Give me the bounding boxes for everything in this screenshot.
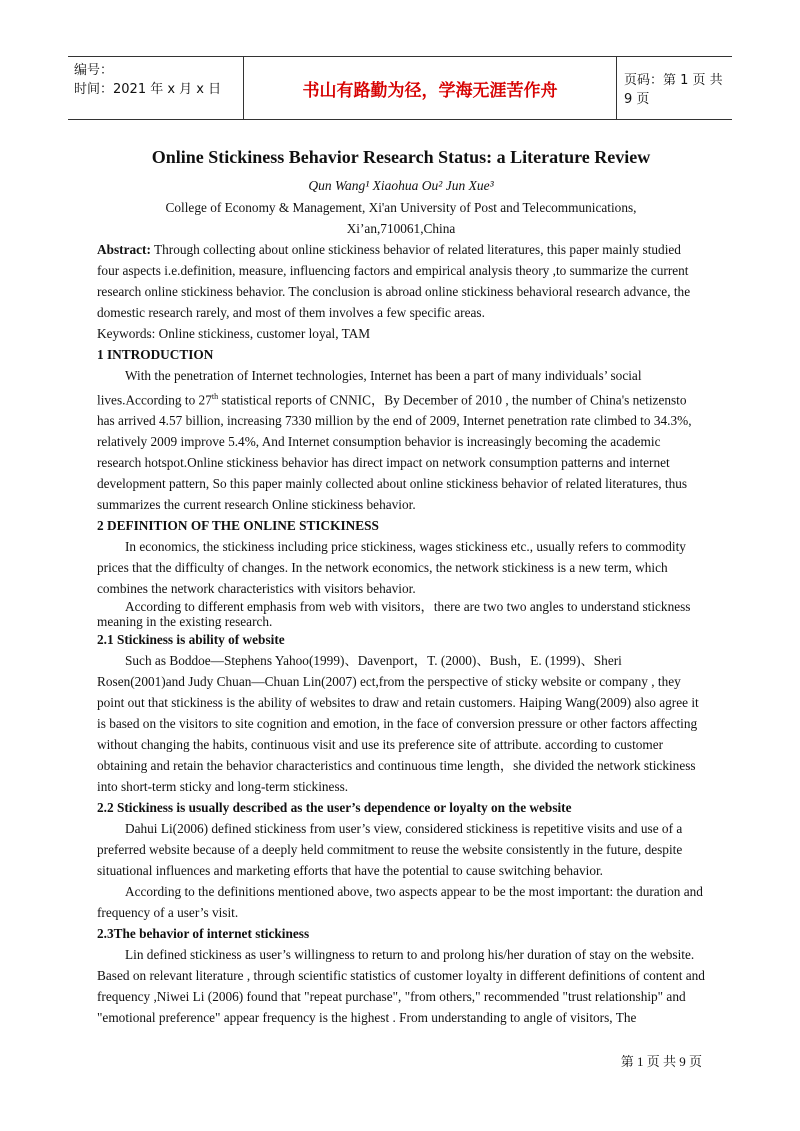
section-heading-2-3: 2.3The behavior of internet stickiness — [97, 926, 310, 942]
paragraph: According to the definitions mentioned above, two aspects appear to be the most important: the duration and frequency of a user’s visit. — [97, 884, 703, 921]
time-label: 时间：2021 年 x 月 x 日 — [74, 82, 222, 97]
paragraph-text: statistical reports of CNNIC，By December of 2010 , the number of China's netizensto has arrived 4.57 billion, increasing 7330 million by the end of 2009, Internet penetration rate climbed to 34.3%, relatively 2009 improve 5.4%, And Internet consumption behavior is increasingly becoming the academic research hotspot.Online stickiness behavior has direct impact on network consumption patterns and internet development pattern, So this paper mainly collected about online stickiness behavior of related literatures, thus summarizes the current research Online stickiness behavior. — [97, 392, 692, 513]
page-header — [68, 56, 732, 120]
paper-title: Online Stickiness Behavior Research Status: a Literature Review — [151, 147, 651, 167]
keywords: Keywords: Online stickiness, customer loyal, TAM — [97, 326, 371, 341]
section-heading-1: 1 INTRODUCTION — [97, 347, 214, 362]
superscript: th — [211, 392, 219, 401]
paragraph-text: With the penetration of Internet technologies, Internet has been a part of many individuals’ social lives.According to 27 — [97, 368, 642, 408]
paper-affiliation — [97, 197, 705, 239]
abstract-label: Abstract: — [97, 242, 151, 257]
affiliation-line-2: Xi’an,710061,China — [346, 221, 456, 236]
section-heading-2: 2 DEFINITION OF THE ONLINE STICKINESS — [97, 518, 379, 534]
page-footer: 第 1 页 共 9 页 — [620, 1054, 702, 1069]
number-label: 编号： — [74, 63, 114, 78]
section-heading-2-1: 2.1 Stickiness is ability of website — [97, 632, 285, 648]
paragraph: Lin defined stickiness as user’s willingness to return to and prolong his/her duration of stay on the website. Based on relevant literature , through scientific statistics of customer loyalty in different definitions of content and frequency ,Niwei Li (2006) found that "repeat purchase", "from others," recommended "trust relationship" and "emotional preference" appear frequency is the highest . From understanding to angle of visitors, The — [97, 947, 705, 1026]
paper-authors: Qun Wang¹ Xiaohua Ou² Jun Xue³ — [308, 178, 494, 193]
section-heading-2-2: 2.2 Stickiness is usually described as the user’s dependence or loyalty on the website — [97, 800, 572, 816]
header-meta — [74, 61, 221, 99]
header-page-info: 页码：第 1 页 共 9 页 — [624, 73, 723, 107]
paragraph: According to different emphasis from web with visitors，there are two two angles to understand stickness meaning in the existing research. — [97, 599, 691, 630]
document-body — [97, 146, 705, 1028]
affiliation-line-1: College of Economy & Management, Xi'an University of Post and Telecommunications, — [165, 200, 637, 215]
abstract — [97, 239, 705, 323]
paragraph: Dahui Li(2006) defined stickiness from user’s view, considered stickiness is repetitive visits and use of a preferred website because of a deeply held commitment to reuse the website consistently in the future, despite situational influences and marketing efforts that have the potential to cause switching behavior. — [97, 821, 683, 879]
header-motto: 书山有路勤为径，学海无涯苦作舟 — [243, 57, 617, 119]
paragraph — [97, 365, 705, 515]
paragraph: In economics, the stickiness including price stickiness, wages stickiness etc., usually refers to commodity prices that the difficulty of changes. In the network economics, the network stickiness is a new term, which combines the network characteristics with visitors behavior. — [97, 539, 686, 597]
abstract-text: Through collecting about online stickiness behavior of related literatures, this paper mainly studied four aspects i.e.definition, measure, influencing factors and empirical analysis theory ,to summarize the current research online stickiness behavior. The conclusion is abroad online stickiness behavioral research advance, the domestic research rarely, and most of them involves a few specific areas. — [97, 242, 691, 320]
paragraph: Such as Boddoe—Stephens Yahoo(1999)、Davenport，T. (2000)、Bush，E. (1999)、Sheri Rosen(2001)and Judy Chuan—Chuan Lin(2007) ect,from the perspective of sticky website or company , they point out that stickiness is the ability of websites to draw and retain customers. Haiping Wang(2009) also agree it is based on the visitors to site cognition and emotion, in the face of conversion pressure or other factors affecting without changing the habits, continuous visit and use its preference site of attribute. according to customer obtaining and retain the behavior characteristics and continuous time length，she divided the network stickiness into short-term sticky and long-term stickiness. — [97, 653, 699, 795]
